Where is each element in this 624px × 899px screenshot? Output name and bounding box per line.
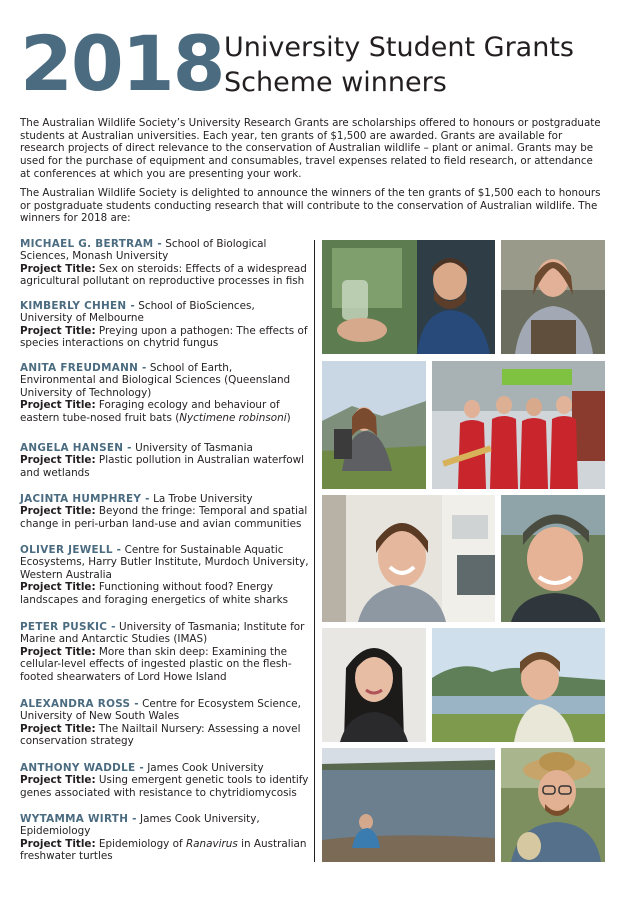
winner-name: ANITA FREUDMANN - <box>20 362 147 374</box>
winner-name: PETER PUSKIC - <box>20 621 116 633</box>
project-title-italic: Ranavirus <box>185 837 238 850</box>
winner-entry <box>20 493 310 530</box>
project-title: Sex on steroids: Effects of a widespread agricultural pollutant on reproductive processes in fish <box>20 262 307 288</box>
project-title: More than skin deep: Examining the cellular-level effects of ingested plastic on the flesh-footed shearwaters of Lord Howe Island <box>20 645 292 683</box>
project-title-italic: Nyctimene robinsoni <box>179 411 287 424</box>
winner-name: ANGELA HANSEN - <box>20 442 132 454</box>
project-label: Project Title: <box>20 262 96 275</box>
intro-paragraph-2: The Australian Wildlife Society is delighted to announce the winners of the ten grants of $1,500 each to honours or postgraduate students conducting research that will contribute to the conservation of Australian wildlife. The winners for 2018 are: <box>20 187 601 225</box>
winner-photo-headshot <box>322 628 426 742</box>
project-label: Project Title: <box>20 399 96 412</box>
winner-name: WYTAMMA WIRTH - <box>20 813 137 825</box>
winner-entry <box>20 442 310 479</box>
project-title-tail: in Australian freshwater turtles <box>20 837 307 863</box>
project-title: Foraging ecology and behaviour of eastern tube-nosed fruit bats ( <box>20 399 280 424</box>
winner-affiliation: University of Tasmania <box>131 442 253 454</box>
project-label: Project Title: <box>20 722 96 735</box>
project-title: Plastic pollution in Australian waterfowl and wetlands <box>20 454 304 479</box>
header <box>20 19 610 108</box>
year-heading: 2018 <box>20 19 224 108</box>
project-title: The Nailtail Nursery: Assessing a novel conservation strategy <box>20 722 301 748</box>
project-label: Project Title: <box>20 505 96 518</box>
winner-entry <box>20 698 310 748</box>
winner-affiliation: La Trobe University <box>149 493 253 505</box>
winner-name: KIMBERLY CHHEN - <box>20 300 135 312</box>
winner-name: OLIVER JEWELL - <box>20 544 122 556</box>
winner-entry <box>20 238 310 288</box>
winner-affiliation: University of Tasmania; Institute for Marine and Antarctic Studies (IMAS) <box>20 621 305 646</box>
column-divider <box>314 240 315 862</box>
title-line-1: University Student Grants <box>224 32 574 63</box>
winner-photo-lab <box>322 240 495 354</box>
winner-name: JACINTA HUMPHREY - <box>20 493 150 505</box>
winner-entry <box>20 544 310 606</box>
winner-entry <box>20 813 310 863</box>
project-title: Epidemiology of <box>95 837 186 850</box>
winner-entry <box>20 300 310 350</box>
winner-entry <box>20 362 310 424</box>
winner-entry <box>20 762 310 799</box>
intro-paragraph-1: The Australian Wildlife Society’s University Research Grants are scholarships offered to honours or postgraduate students at Australian universities. Each year, ten grants of $1,500 are awarded. Grants are available for research projects of direct relevance to the conservation of Australian wildlife – plant or animal. Grants may be used for the purchase of equipment and consumables, travel expenses related to field research, or attendance at conferences at which you are presenting your work. <box>20 117 601 180</box>
winner-photo-office <box>322 495 495 622</box>
project-title-tail: ) <box>286 411 291 424</box>
winner-name: MICHAEL G. BERTRAM - <box>20 238 162 250</box>
winner-affiliation: School of BioSciences, University of Melbourne <box>20 300 255 325</box>
winner-name: ALEXANDRA ROSS - <box>20 698 139 710</box>
winner-affiliation: Centre for Sustainable Aquatic Ecosystems, Harry Butler Institute, Murdoch University, Western Australia <box>20 544 309 581</box>
project-title: Beyond the fringe: Temporal and spatial change in peri-urban land-use and avian communities <box>20 505 308 530</box>
winner-entry <box>20 621 310 683</box>
winner-name: ANTHONY WADDLE - <box>20 762 144 774</box>
winner-affiliation: School of Biological Sciences, Monash University <box>20 238 267 263</box>
winner-photo-lake <box>432 628 605 742</box>
project-title: Using emergent genetic tools to identify genes associated with resistance to chytridiomycosis <box>20 774 309 799</box>
winner-photo-hat <box>501 748 605 862</box>
project-label: Project Title: <box>20 837 96 850</box>
winner-photo-group <box>432 361 605 489</box>
winner-affiliation: School of Earth, Environmental and Biological Sciences (Queensland University of Technology) <box>20 362 291 399</box>
project-title: Preying upon a pathogen: The effects of species interactions on chytrid fungus <box>20 324 308 350</box>
project-title: Functioning without food? Energy landscapes and foraging energetics of white sharks <box>20 581 289 606</box>
project-label: Project Title: <box>20 454 96 467</box>
project-label: Project Title: <box>20 645 96 658</box>
winner-photo-mountain <box>322 361 426 489</box>
project-label: Project Title: <box>20 581 96 594</box>
winner-photo-river <box>322 748 495 862</box>
project-label: Project Title: <box>20 774 96 787</box>
winner-photo-portrait <box>501 240 605 354</box>
page-title <box>224 30 574 100</box>
title-line-2: Scheme winners <box>224 67 447 98</box>
winner-photo-outdoor <box>501 495 605 622</box>
winner-affiliation: Centre for Ecosystem Science, University of New South Wales <box>20 698 301 723</box>
project-label: Project Title: <box>20 324 96 337</box>
winner-affiliation: James Cook University, Epidemiology <box>20 813 260 838</box>
winner-affiliation: James Cook University <box>143 762 264 774</box>
